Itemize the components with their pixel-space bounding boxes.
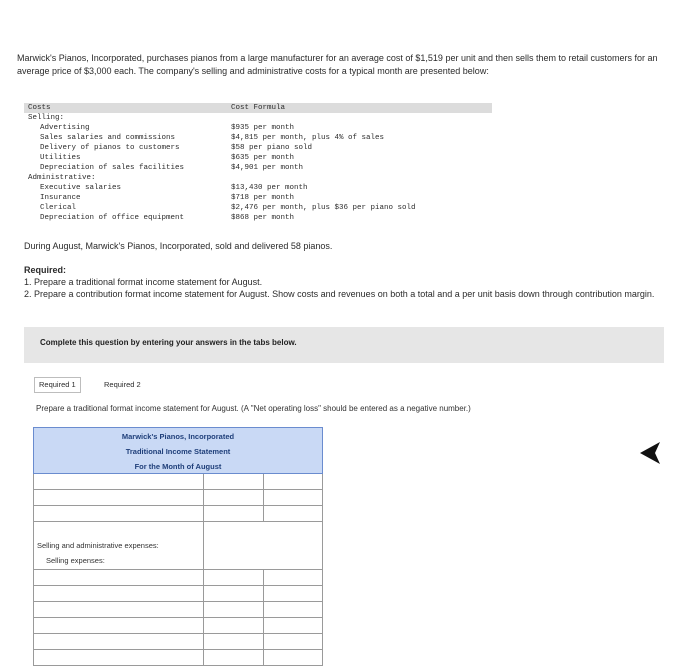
row-amount-input[interactable] — [204, 602, 264, 618]
row-label-input[interactable] — [33, 618, 204, 634]
cost-formula: $935 per month — [231, 124, 295, 132]
cost-label: Depreciation of sales facilities — [40, 164, 185, 172]
cost-label: Executive salaries — [40, 184, 122, 192]
cost-label: Advertising — [40, 124, 90, 132]
required-title: Required: — [24, 265, 67, 275]
row-amount-input[interactable] — [204, 506, 264, 522]
row-label-input[interactable] — [33, 570, 204, 586]
cost-label: Clerical — [40, 204, 77, 212]
row-total-input[interactable] — [264, 474, 323, 490]
row-total-input[interactable] — [264, 490, 323, 506]
cost-label: Utilities — [40, 154, 81, 162]
row-amount-input[interactable] — [204, 586, 264, 602]
cost-formula: $58 per piano sold — [231, 144, 313, 152]
selling-label: Selling: — [28, 114, 65, 122]
row-label-input[interactable] — [33, 586, 204, 602]
admin-label: Administrative: — [28, 174, 96, 182]
cost-label: Delivery of pianos to customers — [40, 144, 180, 152]
row-label-input[interactable] — [33, 602, 204, 618]
sga-label: Selling and administrative expenses: — [37, 541, 159, 550]
row-amount-input[interactable] — [204, 570, 264, 586]
row-total-input[interactable] — [264, 618, 323, 634]
cost-label: Insurance — [40, 194, 81, 202]
tab-required-1[interactable]: Required 1 — [34, 377, 81, 393]
row-amount-input[interactable] — [204, 618, 264, 634]
row-total-input[interactable] — [264, 634, 323, 650]
statement-header — [33, 427, 323, 474]
instruction-box — [24, 327, 664, 363]
header-costs: Costs — [28, 104, 51, 112]
selling-expenses-label: Selling expenses: — [46, 556, 105, 565]
statement-row — [33, 490, 323, 506]
statement-row — [33, 570, 323, 586]
row-total-input[interactable] — [264, 602, 323, 618]
cost-formula: $4,815 per month, plus 4% of sales — [231, 134, 385, 142]
cost-formula: $868 per month — [231, 214, 295, 222]
row-amount-input[interactable] — [204, 474, 264, 490]
statement-row — [33, 618, 323, 634]
statement-period: For the Month of August — [134, 462, 222, 471]
row-label-input[interactable] — [33, 506, 204, 522]
statement-row — [33, 602, 323, 618]
row-total-input[interactable] — [264, 570, 323, 586]
statement-section-row — [33, 522, 323, 570]
cost-table — [24, 103, 492, 232]
august-note: During August, Marwick's Pianos, Incorporated, sold and delivered 58 pianos. — [24, 241, 333, 251]
cost-formula: $635 per month — [231, 154, 295, 162]
statement-company: Marwick's Pianos, Incorporated — [121, 432, 235, 441]
instruction-text: Complete this question by entering your answers in the tabs below. — [40, 338, 297, 347]
row-label-input[interactable] — [33, 490, 204, 506]
arrow-pointer-icon — [636, 438, 666, 468]
required-item-2: 2. Prepare a contribution format income statement for August. Show costs and revenues on both a total and a per unit basis down through contribution margin. — [24, 289, 655, 299]
cost-formula: $2,476 per month, plus $36 per piano sold — [231, 204, 416, 212]
problem-intro: Marwick's Pianos, Incorporated, purchases pianos from a large manufacturer for an average cost of $1,519 per unit and then sells them to retail customers for an average price of $3,000 each. The company's selling and administrative costs for a typical month are presented below: — [17, 53, 658, 76]
cost-formula: $13,430 per month — [231, 184, 308, 192]
row-total-input[interactable] — [264, 506, 323, 522]
cost-label: Depreciation of office equipment — [40, 214, 185, 222]
row-total-input[interactable] — [264, 586, 323, 602]
statement-row — [33, 586, 323, 602]
row-amount-input[interactable] — [204, 490, 264, 506]
row-amount-input[interactable] — [204, 634, 264, 650]
tab-required-2[interactable]: Required 2 — [104, 380, 141, 389]
statement-row — [33, 506, 323, 522]
statement-row — [33, 634, 323, 650]
row-label-input[interactable] — [33, 634, 204, 650]
income-statement — [33, 427, 323, 660]
cost-formula: $4,901 per month — [231, 164, 304, 172]
row-label-input[interactable] — [33, 474, 204, 490]
required-item-1: 1. Prepare a traditional format income statement for August. — [24, 277, 263, 287]
cost-formula: $718 per month — [231, 194, 295, 202]
statement-row — [33, 474, 323, 490]
question-prompt: Prepare a traditional format income statement for August. (A "Net operating loss" should be entered as a negative number.) — [36, 404, 471, 413]
header-cost-formula: Cost Formula — [231, 104, 286, 112]
cost-label: Sales salaries and commissions — [40, 134, 176, 142]
statement-title: Traditional Income Statement — [125, 447, 231, 456]
